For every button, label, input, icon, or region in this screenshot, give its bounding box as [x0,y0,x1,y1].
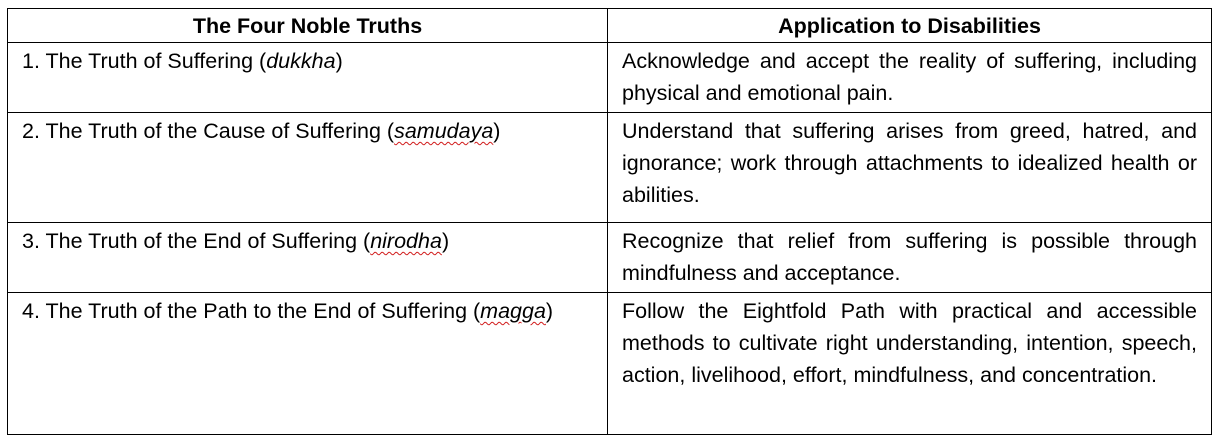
pali-term: nirodha [370,229,442,253]
header-row [8,9,1212,43]
table-body [8,43,1212,435]
header-four-noble-truths: The Four Noble Truths [8,9,608,43]
table-row [8,293,1212,435]
truth-text: 4. The Truth of the Path to the End of Suffering ( [22,299,481,323]
truth-close: ) [545,299,554,323]
application-cell: Understand that suffering arises from greed, hatred, and ignorance; work through attachments to idealized health or abilities. [608,113,1212,223]
noble-truths-table [7,8,1212,435]
table-row [8,113,1212,223]
application-cell: Follow the Eightfold Path with practical and accessible methods to cultivate right understanding, intention, speech, action, livelihood, effort, mindfulness, and concentration. [608,293,1212,435]
pali-term: dukkha [266,49,336,73]
truth-cell [8,293,608,435]
truth-text: 3. The Truth of the End of Suffering ( [22,229,371,253]
truth-cell [8,43,608,113]
application-cell: Recognize that relief from suffering is possible through mindfulness and acceptance. [608,223,1212,293]
truth-close: ) [441,229,450,253]
pali-term: magga [480,299,546,323]
truth-close: ) [493,119,501,143]
pali-term: samudaya [394,119,494,143]
truth-cell [8,223,608,293]
truth-close: ) [335,49,343,73]
application-cell: Acknowledge and accept the reality of suffering, including physical and emotional pain. [608,43,1212,113]
truth-text: 2. The Truth of the Cause of Suffering ( [22,119,395,143]
truth-text: 1. The Truth of Suffering ( [22,49,267,73]
table-header [8,9,1212,43]
truth-cell [8,113,608,223]
table-row [8,223,1212,293]
table-row [8,43,1212,113]
header-application-to-disabilities: Application to Disabilities [608,9,1212,43]
